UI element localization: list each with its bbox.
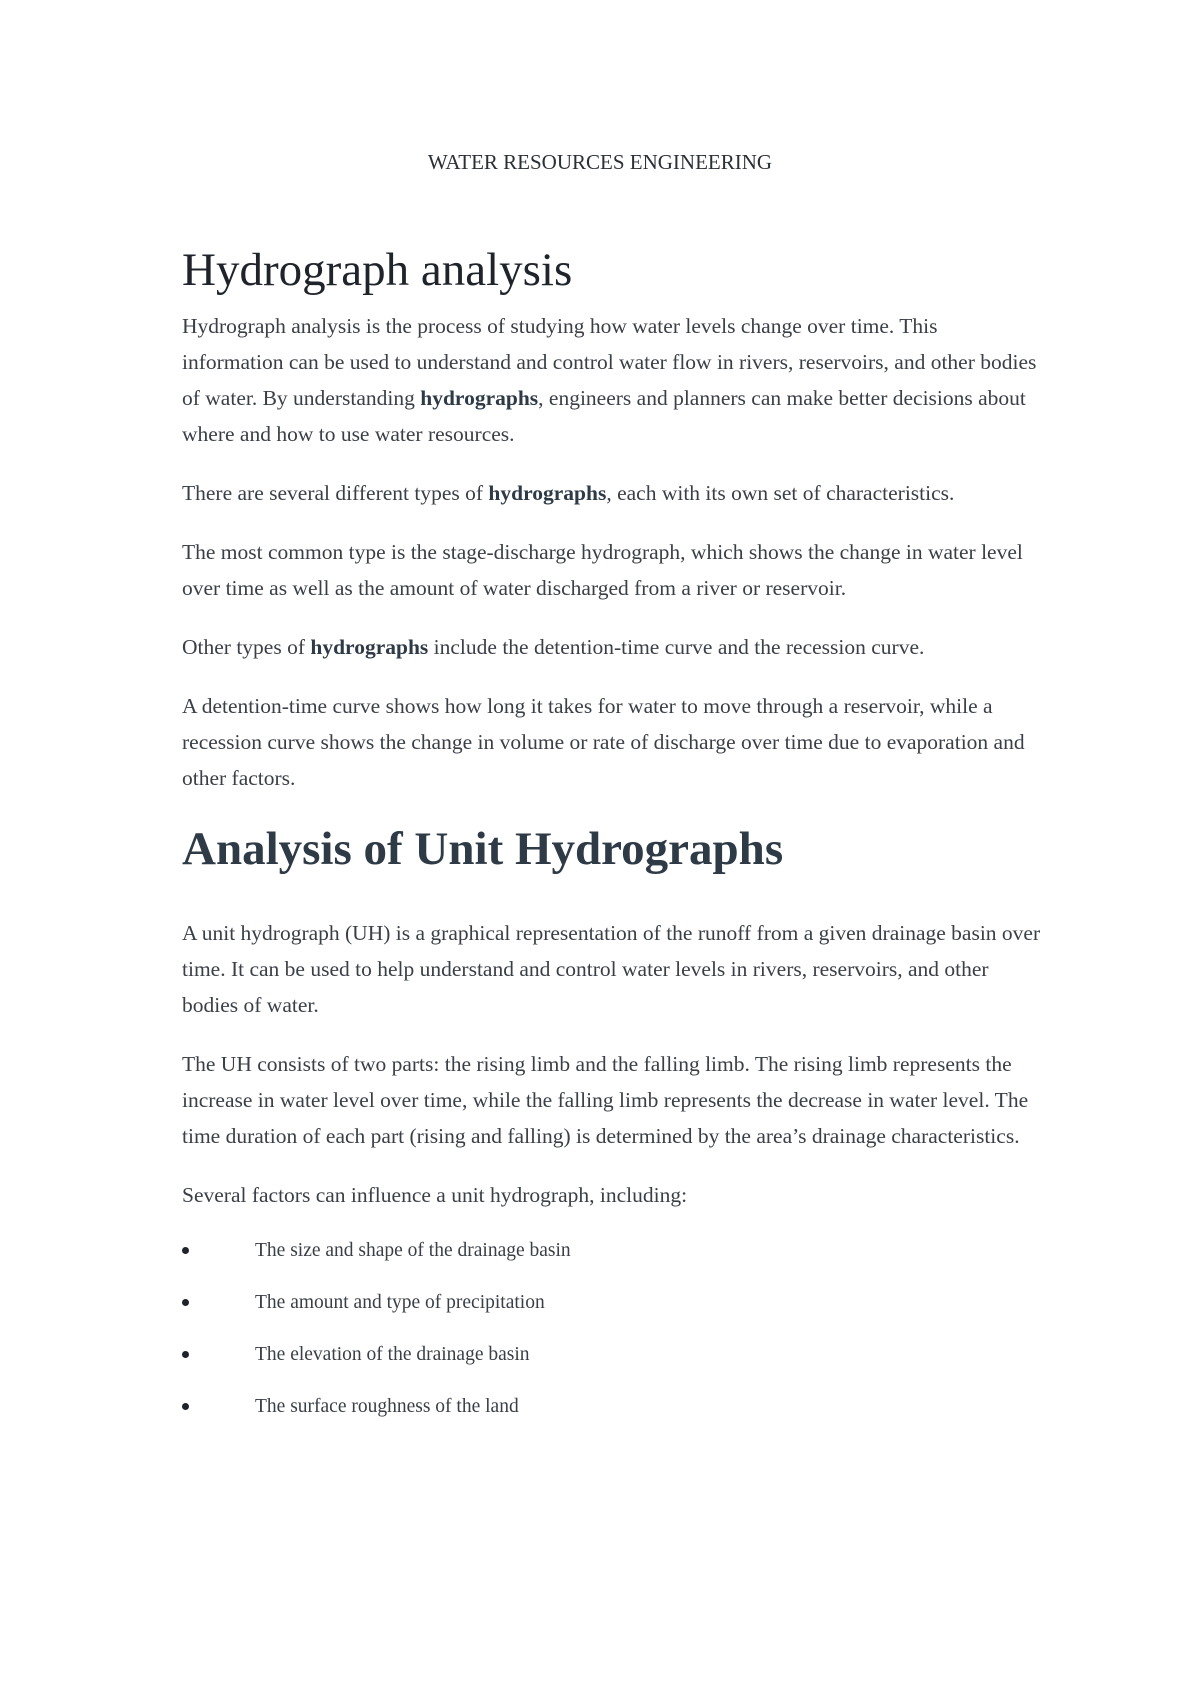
document-body [182, 240, 1042, 1444]
bold-term: hydrographs [488, 481, 607, 505]
list-item [182, 1392, 1042, 1444]
bullet-icon [182, 1351, 189, 1358]
document-header: WATER RESOURCES ENGINEERING [427, 150, 773, 174]
bullet-icon [182, 1299, 189, 1306]
section-title-hydrograph-analysis: Hydrograph analysis [182, 244, 573, 296]
paragraph-text: Other types of [182, 635, 311, 659]
paragraph-stage-discharge: The most common type is the stage-discharge hydrograph, which shows the change in water level over time as well as the amount of water discharged from a river or reservoir. [182, 540, 1023, 600]
paragraph-text: There are several different types of [182, 481, 489, 505]
list-item [182, 1288, 1042, 1340]
paragraph-text: , engineers and planners can make better decisions about where and how to use water resources. [182, 386, 1026, 446]
paragraph-detention-recession: A detention-time curve shows how long it takes for water to move through a reservoir, while a recession curve shows the change in volume or rate of discharge over time due to evaporation and other factors. [182, 694, 1025, 790]
paragraph-text: , each with its own set of characteristics. [606, 481, 955, 505]
list-item [182, 1236, 1042, 1288]
factors-list [182, 1236, 1042, 1444]
bold-term: hydrographs [420, 386, 539, 410]
list-item-text: The elevation of the drainage basin [255, 1344, 530, 1365]
paragraph-text: include the detention-time curve and the recession curve. [428, 635, 925, 659]
paragraph-other-types [182, 629, 1042, 665]
paragraph-uh-parts: The UH consists of two parts: the rising limb and the falling limb. The rising limb represents the increase in water level over time, while the falling limb represents the decrease in water level. The time duration of each part (rising and falling) is determined by the area’s drainage characteristics. [182, 1052, 1029, 1148]
list-item-text: The amount and type of precipitation [255, 1292, 545, 1313]
list-item [182, 1340, 1042, 1392]
section-title-unit-hydrographs: Analysis of Unit Hydrographs [182, 823, 784, 875]
paragraph-unit-hydrograph-definition: A unit hydrograph (UH) is a graphical representation of the runoff from a given drainage basin over time. It can be used to help understand and control water levels in rivers, reservoirs, and other bodies of water. [182, 921, 1041, 1017]
paragraph-intro [182, 308, 1042, 452]
bullet-icon [182, 1403, 189, 1410]
bold-term: hydrographs [310, 635, 429, 659]
paragraph-text: Hydrograph analysis is the process of studying how water levels change over time. This information can be used to understand and control water flow in rivers, reservoirs, and other bodies of water. By understanding [182, 314, 1037, 410]
paragraph-types [182, 475, 1042, 511]
paragraph-factors-intro: Several factors can influence a unit hydrograph, including: [182, 1183, 688, 1207]
list-item-text: The size and shape of the drainage basin [255, 1240, 571, 1261]
bullet-icon [182, 1247, 189, 1254]
list-item-text: The surface roughness of the land [255, 1396, 519, 1417]
